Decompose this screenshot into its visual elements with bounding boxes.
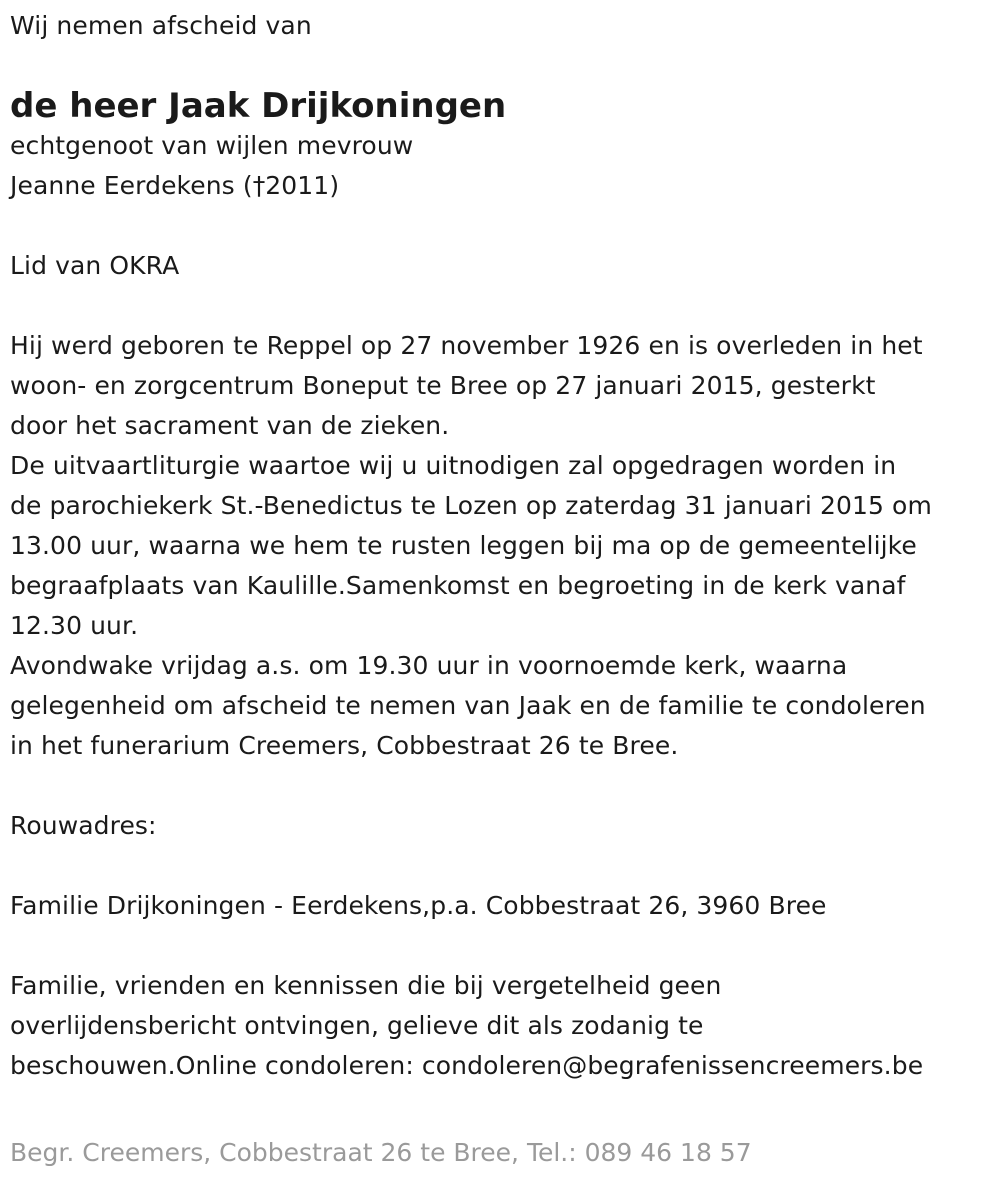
details-line: door het sacrament van de zieken. [10,411,450,440]
spacer [10,766,990,806]
details-paragraph [10,326,990,766]
details-line: begraafplaats van Kaulille.Samenkomst en begroeting in de kerk vanaf [10,571,906,600]
funeral-home-footer: Begr. Creemers, Cobbestraat 26 te Bree, Tel.: 089 46 18 57 [10,1138,752,1167]
details-line: gelegenheid om afscheid te nemen van Jaak en de familie te condoleren [10,691,926,720]
details-line: woon- en zorgcentrum Boneput te Bree op 27 januari 2015, gesterkt [10,371,876,400]
spacer [10,206,990,246]
details-line: in het funerarium Creemers, Cobbestraat 26 te Bree. [10,731,679,760]
membership-text: Lid van OKRA [10,251,180,280]
spacer [10,286,990,326]
spacer [10,926,990,966]
details-line: de parochiekerk St.-Benedictus te Lozen op zaterdag 31 januari 2015 om [10,491,932,520]
closing-line: Familie, vrienden en kennissen die bij vergetelheid geen [10,971,722,1000]
mourning-address-label: Rouwadres: [10,811,157,840]
deceased-name: de heer Jaak Drijkoningen [10,86,507,126]
spouse-line-1: echtgenoot van wijlen mevrouw [10,131,414,160]
spacer [10,846,990,886]
details-line: Hij werd geboren te Reppel op 27 november 1926 en is overleden in het [10,331,923,360]
details-line: 13.00 uur, waarna we hem te rusten leggen bij ma op de gemeentelijke [10,531,917,560]
intro-text: Wij nemen afscheid van [10,11,312,40]
details-line: De uitvaartliturgie waartoe wij u uitnodigen zal opgedragen worden in [10,451,897,480]
obituary-notice [10,6,990,1086]
mourning-address: Familie Drijkoningen - Eerdekens,p.a. Cobbestraat 26, 3960 Bree [10,891,827,920]
details-line: 12.30 uur. [10,611,139,640]
details-line: Avondwake vrijdag a.s. om 19.30 uur in voornoemde kerk, waarna [10,651,848,680]
spouse-line-2: Jeanne Eerdekens (†2011) [10,171,340,200]
closing-line: beschouwen.Online condoleren: condoleren@begrafenissencreemers.be [10,1051,924,1080]
closing-paragraph [10,966,990,1086]
closing-line: overlijdensbericht ontvingen, gelieve dit als zodanig te [10,1011,704,1040]
